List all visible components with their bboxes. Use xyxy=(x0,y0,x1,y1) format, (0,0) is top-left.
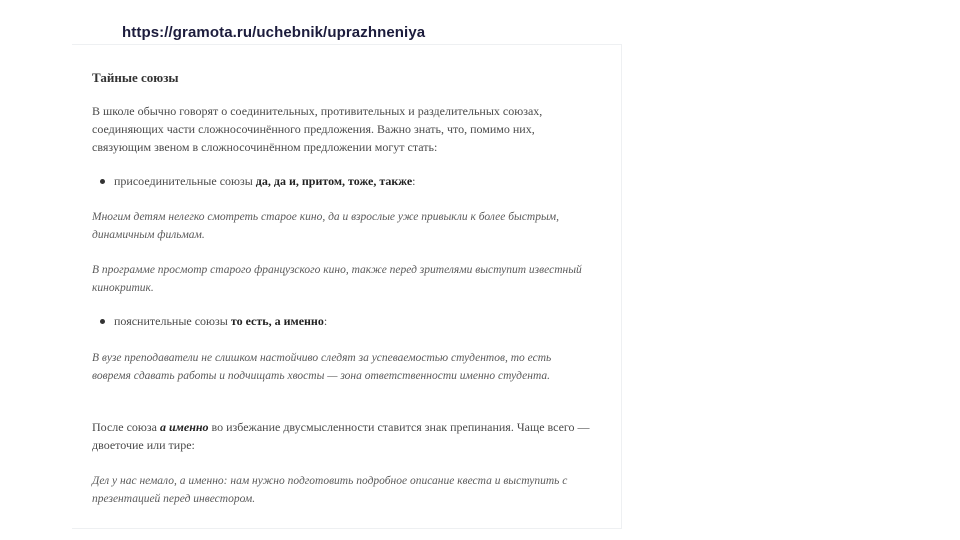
bullet-item-explanatory xyxy=(100,312,600,330)
bullet-conjunctions: то есть, а именно xyxy=(230,314,324,328)
bullet-colon: : xyxy=(323,314,328,328)
example-sentence: В программе просмотр старого французского кино, также перед зрителями выступит известный кинокритик. xyxy=(92,264,582,294)
bullet-conjunctions: да, да и, притом, тоже, также xyxy=(255,174,413,188)
note-text: во избежание двусмысленности ставится знак препинания. Чаще всего — двоеточие или тире: xyxy=(92,420,590,452)
bullet-text: присоединительные союзы xyxy=(114,174,256,188)
bullet-item-connective xyxy=(100,172,600,190)
note-paragraph xyxy=(92,418,592,454)
intro-paragraph: В школе обычно говорят о соединительных, противительных и разделительных союзах, соединяющих части сложносочинённого предложения. Важно знать, что, помимо них, связующим звеном в сложносочинённом предложении могут стать: xyxy=(92,104,543,154)
example-sentence: Дел у нас немало, а именно: нам нужно подготовить подробное описание квеста и выступить с презентацией перед инвестором. xyxy=(92,475,568,505)
bullet-text: пояснительные союзы xyxy=(114,314,231,328)
example-sentence: Многим детям нелегко смотреть старое кино, да и взрослые уже привыкли к более быстрым, динамичным фильмам. xyxy=(92,211,559,241)
article-screenshot xyxy=(72,44,622,529)
bullet-icon xyxy=(100,179,105,184)
source-url[interactable]: https://gramota.ru/uchebnik/uprazhneniya xyxy=(122,24,426,41)
note-text: После союза xyxy=(92,420,160,434)
example-sentence: В вузе преподаватели не слишком настойчиво следят за успеваемостью студентов, то есть вовремя сдавать работы и подчищать хвосты — зона ответственности именно студента. xyxy=(92,352,552,382)
note-term: а именно xyxy=(159,420,209,434)
bullet-icon xyxy=(100,319,105,324)
bullet-colon: : xyxy=(412,174,416,188)
article-heading: Тайные союзы xyxy=(92,70,179,85)
